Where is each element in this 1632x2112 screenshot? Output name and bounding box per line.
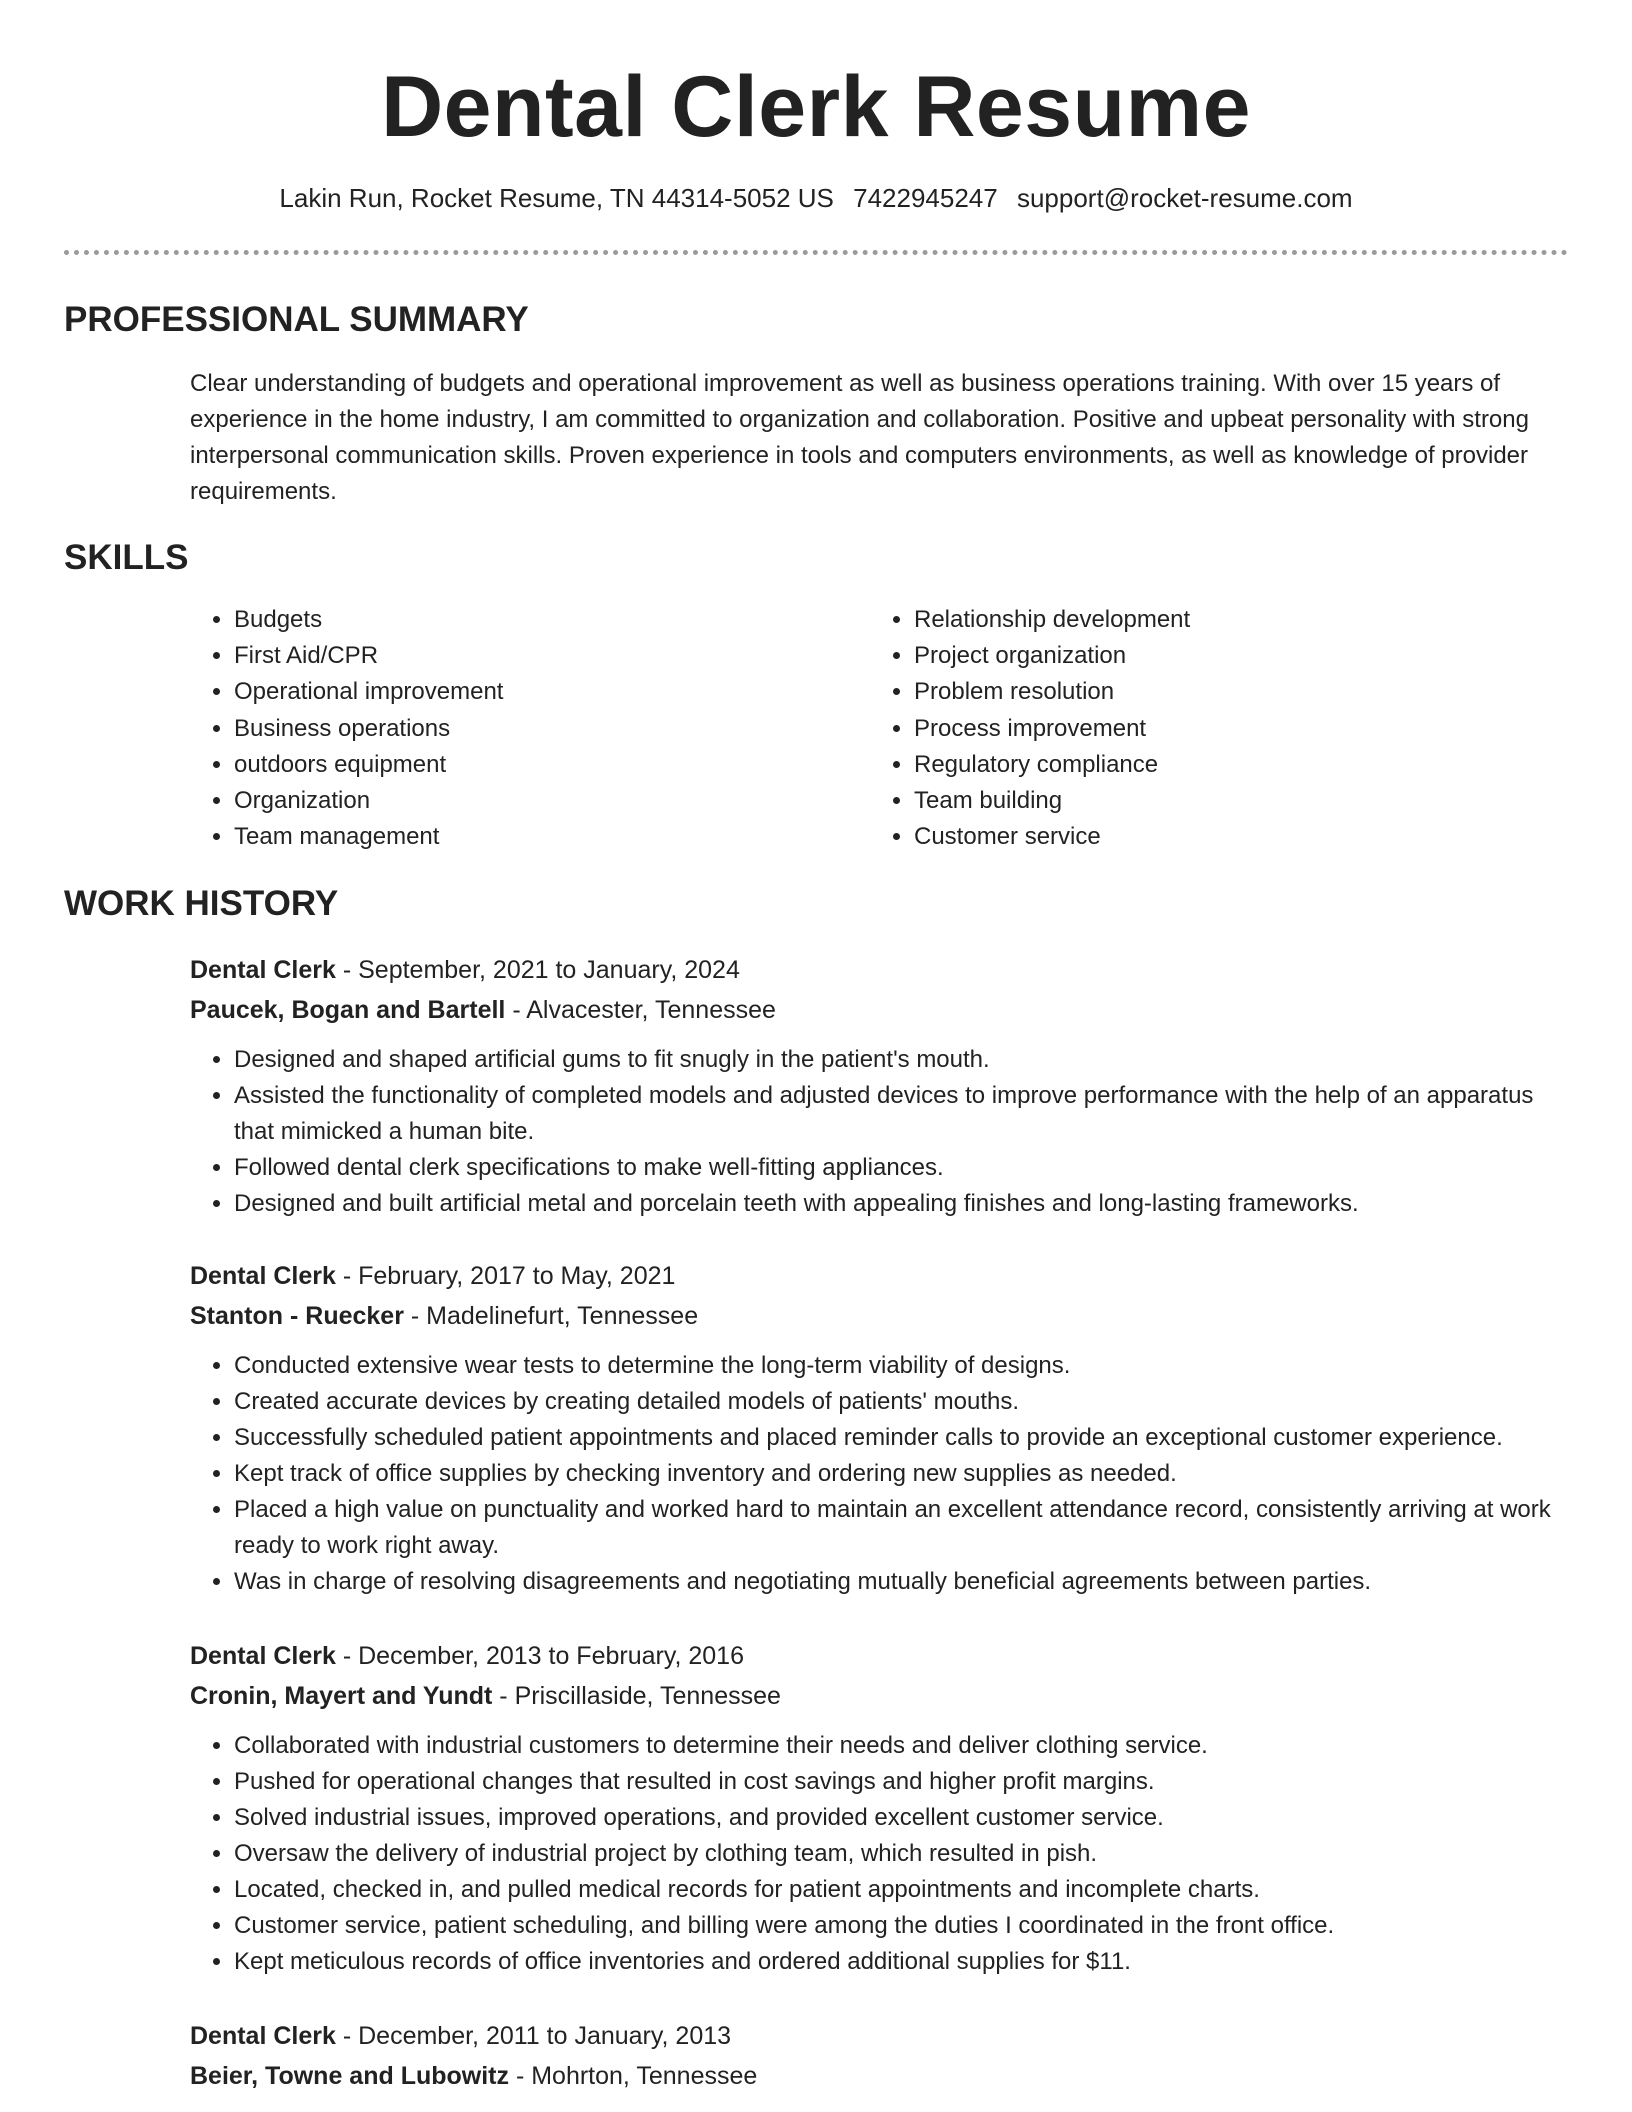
job-bullets bbox=[190, 1348, 1570, 1600]
job-company-line: Cronin, Mayert and Yundt - Priscillaside, Tennessee bbox=[190, 1682, 781, 1710]
skills-list-left bbox=[190, 602, 854, 855]
job-bullets bbox=[190, 1728, 1570, 1980]
skill-item: • Organization bbox=[234, 783, 854, 819]
job-company-line: Stanton - Ruecker - Madelinefurt, Tennessee bbox=[190, 1302, 699, 1330]
job-bullet: • Collaborated with industrial customers to determine their needs and deliver clothing service. bbox=[234, 1728, 1570, 1764]
job-bullet: • Kept track of office supplies by checking inventory and ordering new supplies as needed. bbox=[234, 1456, 1570, 1492]
job-entry bbox=[190, 2016, 1570, 2096]
job-location: Priscillaside, Tennessee bbox=[514, 1682, 781, 1710]
skill-item: • Process improvement bbox=[914, 711, 1534, 747]
contact-address: Lakin Run, Rocket Resume, TN 44314-5052 US bbox=[279, 183, 834, 213]
resume-title: Dental Clerk Resume bbox=[381, 59, 1251, 155]
job-bullet: • Created accurate devices by creating detailed models of patients' mouths. bbox=[234, 1384, 1570, 1420]
skill-item: • Business operations bbox=[234, 711, 854, 747]
job-bullets bbox=[190, 1042, 1570, 1222]
job-dates: December, 2013 to February, 2016 bbox=[358, 1642, 744, 1670]
job-entry bbox=[190, 1636, 1570, 1980]
skill-item: • Budgets bbox=[234, 602, 854, 638]
skills-heading: SKILLS bbox=[64, 538, 189, 577]
job-company: Paucek, Bogan and Bartell bbox=[190, 996, 506, 1024]
skill-item: • Team building bbox=[914, 783, 1534, 819]
skill-item: • Problem resolution bbox=[914, 674, 1534, 710]
job-bullet: • Oversaw the delivery of industrial project by clothing team, which resulted in pish. bbox=[234, 1836, 1570, 1872]
skills-list-right bbox=[870, 602, 1534, 855]
job-bullet: • Placed a high value on punctuality and worked hard to maintain an excellent attendance record, consistently arriving at work ready to work right away. bbox=[234, 1492, 1570, 1564]
job-bullet: • Conducted extensive wear tests to determine the long-term viability of designs. bbox=[234, 1348, 1570, 1384]
job-company-line: Beier, Towne and Lubowitz - Mohrton, Tennessee bbox=[190, 2062, 758, 2090]
skill-item: • Customer service bbox=[914, 819, 1534, 855]
job-bullet: • Designed and built artificial metal and porcelain teeth with appealing finishes and long-lasting frameworks. bbox=[234, 1186, 1570, 1222]
job-bullet: • Assisted the functionality of completed models and adjusted devices to improve performance with the help of an apparatus that mimicked a human bite. bbox=[234, 1078, 1570, 1150]
job-bullet: • Customer service, patient scheduling, and billing were among the duties I coordinated in the front office. bbox=[234, 1908, 1570, 1944]
summary-text: Clear understanding of budgets and operational improvement as well as business operations training. With over 15 years of experience in the home industry, I am committed to organization and collaboration. Positive and upbeat personality with strong interpersonal communication skills. Proven experience in tools and computers environments, as well as knowledge of provider requirements. bbox=[190, 370, 1529, 505]
job-company: Beier, Towne and Lubowitz bbox=[190, 2062, 509, 2090]
job-title: Dental Clerk bbox=[190, 1262, 336, 1290]
header-divider bbox=[64, 250, 1568, 255]
job-title-line: Dental Clerk - December, 2011 to January, 2013 bbox=[190, 2022, 732, 2050]
job-dates: February, 2017 to May, 2021 bbox=[358, 1262, 676, 1290]
skill-item: • Operational improvement bbox=[234, 674, 854, 710]
contact-line bbox=[0, 180, 1632, 216]
job-bullet: • Located, checked in, and pulled medical records for patient appointments and incomplete charts. bbox=[234, 1872, 1570, 1908]
job-company: Cronin, Mayert and Yundt bbox=[190, 1682, 493, 1710]
skill-item: • Regulatory compliance bbox=[914, 747, 1534, 783]
job-title-line: Dental Clerk - February, 2017 to May, 2021 bbox=[190, 1262, 676, 1290]
skill-item: • First Aid/CPR bbox=[234, 638, 854, 674]
job-bullet: • Was in charge of resolving disagreements and negotiating mutually beneficial agreements between parties. bbox=[234, 1564, 1570, 1600]
job-title-line: Dental Clerk - December, 2013 to February, 2016 bbox=[190, 1642, 744, 1670]
skill-item: • outdoors equipment bbox=[234, 747, 854, 783]
job-company-line: Paucek, Bogan and Bartell - Alvacester, Tennessee bbox=[190, 996, 776, 1024]
contact-phone: 7422945247 bbox=[853, 183, 998, 213]
job-dates: December, 2011 to January, 2013 bbox=[358, 2022, 732, 2050]
job-title: Dental Clerk bbox=[190, 2022, 336, 2050]
skill-item: • Project organization bbox=[914, 638, 1534, 674]
job-bullet: • Solved industrial issues, improved operations, and provided excellent customer service. bbox=[234, 1800, 1570, 1836]
skill-item: • Team management bbox=[234, 819, 854, 855]
job-entry bbox=[190, 1256, 1570, 1600]
job-location: Madelinefurt, Tennessee bbox=[426, 1302, 699, 1330]
job-title: Dental Clerk bbox=[190, 956, 336, 984]
work-history-heading: WORK HISTORY bbox=[64, 884, 339, 923]
job-dates: September, 2021 to January, 2024 bbox=[358, 956, 740, 984]
job-location: Mohrton, Tennessee bbox=[531, 2062, 758, 2090]
summary-heading: PROFESSIONAL SUMMARY bbox=[64, 300, 529, 339]
job-bullet: • Pushed for operational changes that resulted in cost savings and higher profit margins. bbox=[234, 1764, 1570, 1800]
job-title-line: Dental Clerk - September, 2021 to January, 2024 bbox=[190, 956, 740, 984]
job-entry bbox=[190, 950, 1570, 1222]
contact-email: support@rocket-resume.com bbox=[1016, 183, 1353, 213]
job-bullet: • Followed dental clerk specifications to make well-fitting appliances. bbox=[234, 1150, 1570, 1186]
job-company: Stanton - Ruecker bbox=[190, 1302, 404, 1330]
job-bullet: • Designed and shaped artificial gums to fit snugly in the patient's mouth. bbox=[234, 1042, 1570, 1078]
job-bullet: • Successfully scheduled patient appointments and placed reminder calls to provide an exceptional customer experience. bbox=[234, 1420, 1570, 1456]
job-location: Alvacester, Tennessee bbox=[526, 996, 776, 1024]
job-title: Dental Clerk bbox=[190, 1642, 336, 1670]
job-bullet: • Kept meticulous records of office inventories and ordered additional supplies for $11. bbox=[234, 1944, 1570, 1980]
skill-item: • Relationship development bbox=[914, 602, 1534, 638]
